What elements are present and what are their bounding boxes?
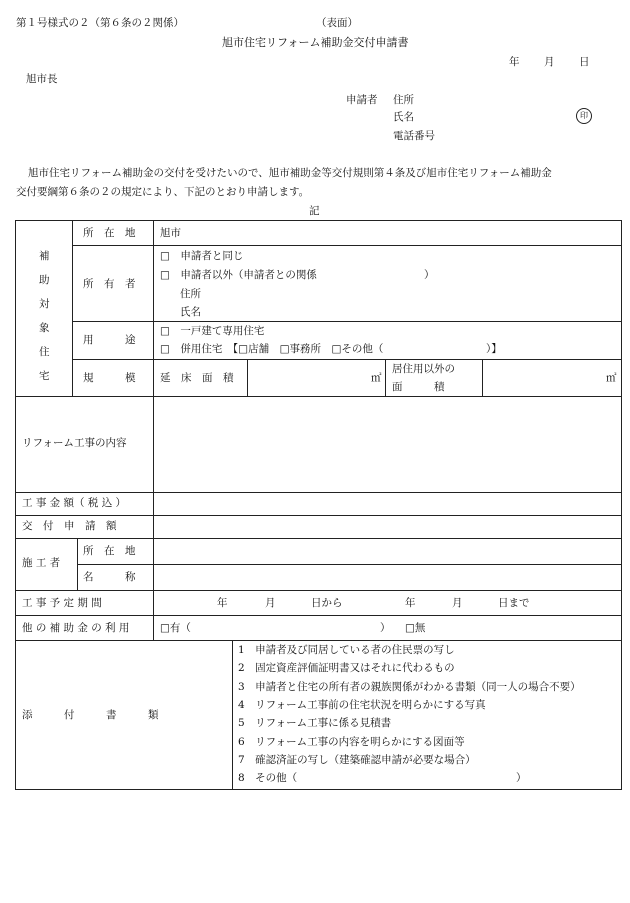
period-label: 工 事 予 定 期 間	[22, 597, 102, 609]
date-month: 月	[544, 56, 555, 68]
period-end-day: 日まで	[498, 597, 530, 609]
owner-address-label: 住所	[180, 288, 201, 300]
contractor-name-label: 名 称	[83, 571, 136, 583]
non-residential-area-label-2: 面 積	[392, 381, 445, 393]
use-label: 用 途	[83, 334, 136, 346]
attachment-item: 5 リフォーム工事に係る見積書	[238, 717, 392, 729]
attachment-item: 7 確認済証の写し（建築確認申請が必要な場合）	[238, 754, 476, 766]
date-day: 日	[579, 56, 590, 68]
form-side: （表面）	[316, 17, 358, 29]
period-end-month: 月	[452, 597, 463, 609]
attachment-item: 1 申請者及び同居している者の住民票の写し	[238, 644, 455, 656]
subsidy-target-house-label: 補 助 対 象 住 宅	[39, 250, 50, 382]
other-subsidy-label: 他 の 補 助 金 の 利 用	[22, 622, 130, 634]
application-paragraph-2: 交付要綱第６条の２の規定により、下記のとおり申請します。	[16, 186, 310, 198]
period-end-year: 年	[405, 597, 416, 609]
location-label: 所 在 地	[83, 227, 136, 239]
use-option-mixed[interactable]: □ 併用住宅 【□店舗 □事務所 □その他（	[160, 343, 384, 355]
seal-mark: 印	[576, 108, 592, 124]
owner-option-other[interactable]: □ 申請者以外（申請者との関係	[160, 269, 317, 281]
location-value[interactable]: 旭市	[160, 227, 181, 239]
attachments-label: 添 付 書 類	[22, 709, 159, 721]
period-start-day: 日から	[311, 597, 343, 609]
floor-area-label: 延 床 面 積	[160, 372, 234, 384]
use-option-detached[interactable]: □ 一戸建て専用住宅	[160, 325, 265, 337]
owner-option-same[interactable]: □ 申請者と同じ	[160, 250, 244, 262]
application-paragraph-1: 旭市住宅リフォーム補助金の交付を受けたいので、旭市補助金等交付規則第４条及び旭市住宅リフォーム補助金	[28, 167, 552, 179]
floor-area-unit: ㎡	[371, 372, 382, 384]
date-year: 年	[509, 56, 520, 68]
applicant-label: 申請者	[346, 94, 378, 106]
period-start-year: 年	[217, 597, 228, 609]
other-subsidy-close: ）	[380, 622, 391, 634]
ki-mark: 記	[309, 205, 320, 217]
applicant-name-label: 氏名	[393, 111, 414, 123]
reform-content-label: リフォーム工事の内容	[22, 437, 127, 449]
contractor-location-label: 所 在 地	[83, 545, 136, 557]
period-start-month: 月	[265, 597, 276, 609]
owner-relation-close: ）	[424, 269, 435, 281]
applicant-phone-label: 電話番号	[393, 130, 435, 142]
document-title: 旭市住宅リフォーム補助金交付申請書	[222, 36, 409, 49]
construction-cost-label: 工 事 金 額（ 税 込 ）	[22, 497, 127, 509]
other-subsidy-no[interactable]: □無	[405, 622, 426, 634]
addressee: 旭市長	[26, 73, 58, 85]
use-other-close: ）】	[486, 343, 502, 355]
owner-name-label: 氏名	[180, 306, 201, 318]
other-subsidy-yes[interactable]: □有（	[160, 622, 191, 634]
applicant-address-label: 住所	[393, 94, 414, 106]
attachment-item: 8 その他（	[238, 772, 298, 784]
non-residential-area-unit: ㎡	[606, 372, 617, 384]
owner-label: 所 有 者	[83, 278, 136, 290]
form-number: 第１号様式の２（第６条の２関係）	[16, 17, 184, 29]
attachment-other-close: ）	[516, 772, 527, 784]
contractor-label: 施 工 者	[22, 557, 61, 569]
non-residential-area-label-1: 居住用以外の	[392, 363, 455, 375]
scale-label: 規 模	[83, 372, 136, 384]
grant-amount-label: 交 付 申 請 額	[22, 520, 117, 532]
attachment-item: 3 申請者と住宅の所有者の親族関係がわかる書類（同一人の場合不要）	[238, 681, 581, 693]
attachment-item: 2 固定資産評価証明書又はそれに代わるもの	[238, 662, 455, 674]
attachment-item: 6 リフォーム工事の内容を明らかにする図面等	[238, 736, 465, 748]
attachment-item: 4 リフォーム工事前の住宅状況を明らかにする写真	[238, 699, 486, 711]
